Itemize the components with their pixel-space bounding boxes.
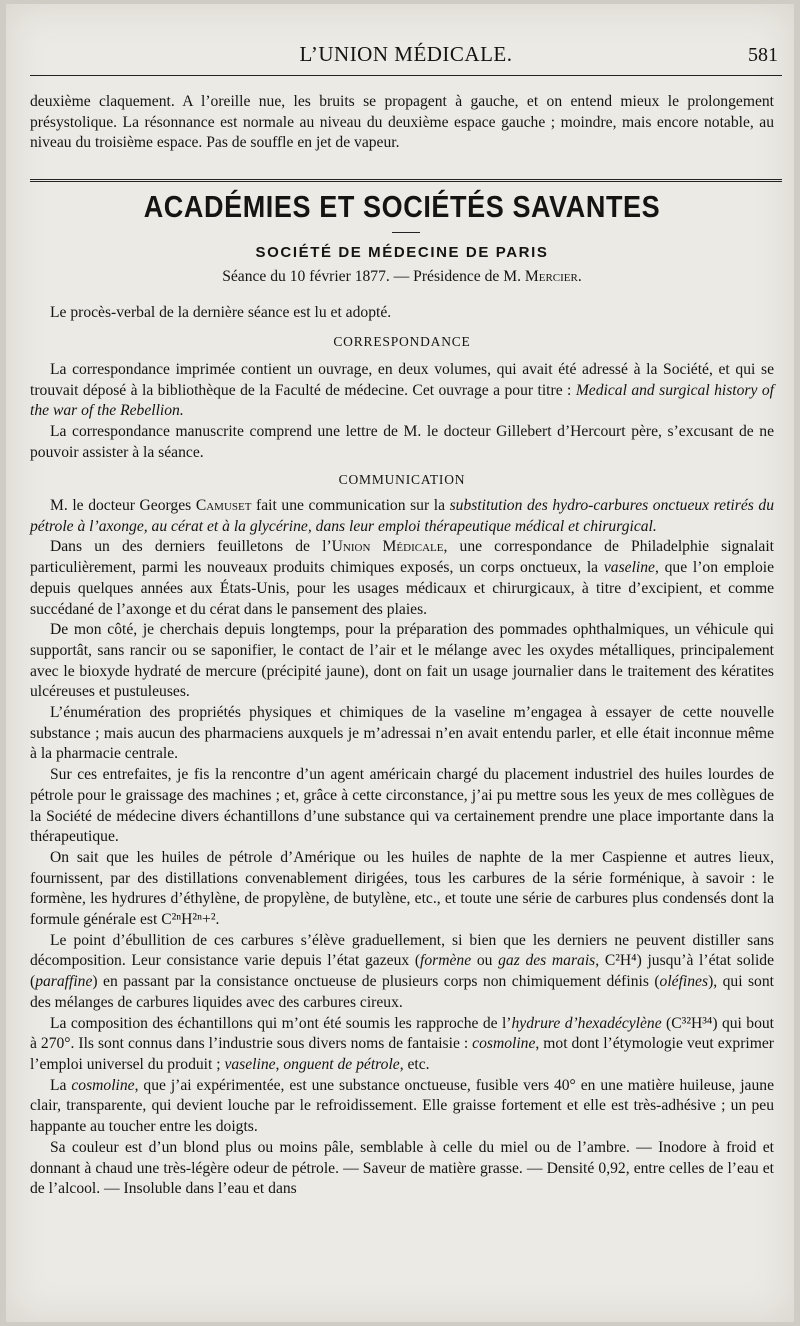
lead-prefix: M. le docteur Georges xyxy=(50,497,196,514)
running-title: L’UNION MÉDICALE. xyxy=(299,42,513,66)
p5-text: On sait que les huiles de pétrole d’Amérique ou les huiles de naphte de la mer Caspienne et autres lieux, fournissent, par des distillations convenablement dirigées, tous les carbures de la série forménique, à savoir : le formène, les hydrures d’éthylène, de propylène, de butylène, etc., et toute une série de carbures plus condensés dont la formule générale est xyxy=(30,848,774,929)
session-line xyxy=(30,268,774,286)
term-olefines: oléfines xyxy=(659,973,709,991)
p1-part-b: , une correspondance de Philadelphie signalait particulièrement, parmi les nouveaux produits chimiques exposés, un corps onctueux, la xyxy=(30,538,774,577)
paragraph-1 xyxy=(30,537,774,620)
journal-page xyxy=(6,4,794,1322)
session-president: Mercier. xyxy=(524,268,582,285)
paragraph-9: Sa couleur est d’un blond plus ou moins pâle, semblable à celle du miel ou de l’ambre. — Inodore à froid et donnant à chaud une très-légère odeur de pétrole. — Saveur de matière grasse. — Densité 0,92, entre celles de l’eau et de l’alcool. — Insoluble dans l’eau et dans xyxy=(30,1138,774,1198)
p8-part-b: , que j’ai expérimentée, est une substance onctueuse, fusible vers 40° en une matière huileuse, jaune clair, transparente, qui devient louche par le refroidissement. Elle graisse fortement et elle est très-adhésive ; un peu happante au toucher entre les doigts. xyxy=(30,1076,774,1136)
section-divider xyxy=(30,179,782,185)
title-ornament-rule xyxy=(392,232,420,233)
term-vaseline: vaseline xyxy=(603,559,655,577)
page-number: 581 xyxy=(748,44,778,66)
term-vaseline-onguent: vaseline, onguent de pétrole xyxy=(224,1055,400,1073)
paragraph-2: De mon côté, je cherchais depuis longtemps, pour la préparation des pommades ophthalmiques, un véhicule qui supportât, sans rancir ou se saponifier, le contact de l’air et le mélange avec les oxydes métalliques, principalement avec le bioxyde hydraté de mercure (précipité jaune), dont on fait un usage journalier dans le traitement des kératites ulcéreuses et pustuleuses. xyxy=(30,621,774,701)
correspondance-body xyxy=(30,360,774,464)
header-rule xyxy=(30,75,782,76)
term-gaz-des-marais: gaz des marais xyxy=(498,952,596,970)
paragraph-7 xyxy=(30,1014,774,1076)
page-header xyxy=(30,42,782,76)
p1-part-c: , que l’on emploie depuis quelques années aux États-Unis, pour les usages médicaux et chirurgicaux, à titre d’excipient, et comme succédané de l’axonge et du cérat dans le pansement des plaies. xyxy=(30,559,774,618)
intro-text: deuxième claquement. A l’oreille nue, les bruits se propagent à gauche, et on entend mieux le prolongement présystolique. La résonnance est normale au niveau du deuxième espace gauche ; moindre, mais encore notable, au niveau du troisième espace. Pas de souffle en jet de vapeur. xyxy=(30,93,774,152)
communication-lead xyxy=(30,496,774,537)
paragraph-5 xyxy=(30,848,774,931)
p7-part-d: , etc. xyxy=(399,1055,430,1073)
lead-middle: fait une communication sur la xyxy=(251,497,450,514)
paragraph-8 xyxy=(30,1076,774,1138)
term-hydrure: hydrure d’hexadécylène xyxy=(511,1014,662,1032)
p6-part-d: ) en passant par la consistance onctueuse de plusieurs corps non chimiquement définis ( xyxy=(92,973,660,991)
communication-heading: COMMUNICATION xyxy=(338,472,466,487)
journal-name: Union Médicale xyxy=(331,538,444,556)
book-title: Medical and surgical history of the war of the Rebellion. xyxy=(30,381,774,420)
p6-part-b: ou xyxy=(471,952,499,970)
p6-part-e: ), qui sont des mélanges de carbures liquides avec des carbures cireux. xyxy=(30,973,774,1011)
proces-verbal xyxy=(30,303,774,324)
paragraph-4: Sur ces entrefaites, je fis la rencontre d’un agent américain chargé du placement industriel des huiles lourdes de pétrole pour le graissage des machines ; et, grâce à cette circonstance, j’ai pu mettre sous les yeux de mes collègues de la Société de médecine divers échantillons d’une substance qui va certainement prendre une place importante dans la thérapeutique. xyxy=(30,766,774,846)
term-cosmoline-2: cosmoline xyxy=(71,1076,135,1094)
p7-part-a: La composition des échantillons qui m’ont été soumis les rapproche de l’ xyxy=(50,1014,512,1032)
correspondance-manuscrite: La correspondance manuscrite comprend une lettre de M. le docteur Gillebert d’Hercourt père, s’excusant de ne pouvoir assister à la séance. xyxy=(30,423,774,461)
p6-part-c: , C²H⁴) jusqu’à l’état solide ( xyxy=(30,952,775,991)
section-title: ACADÉMIES ET SOCIÉTÉS SAVANTES xyxy=(143,190,661,224)
author-name: Camuset xyxy=(195,497,252,514)
correspondance-imprimee-text: La correspondance imprimée contient un ouvrage, en deux volumes, qui avait été adressé à la Société, et qui se trouvait déposé à la bibliothèque de la Faculté de médecine. Cet ouvrage a pour titre : xyxy=(30,361,774,399)
p6-part-a: Le point d’ébullition de ces carbures s’élève graduellement, si bien que les derniers ne peuvent distiller sans décomposition. Leur consistance varie depuis l’état gazeux ( xyxy=(30,931,774,970)
correspondance-imprimee xyxy=(30,360,774,422)
paragraph-6 xyxy=(30,931,774,1014)
p7-part-b: (C³²H³⁴) qui bout à 270°. Ils sont connus dans l’industrie sous divers noms de fantaisie : xyxy=(30,1014,775,1053)
session-prefix: Séance du 10 février 1877. — Présidence de M. xyxy=(222,268,525,285)
term-formene: formène xyxy=(420,952,472,970)
p8-part-a: La xyxy=(50,1076,72,1094)
term-paraffine: paraffine xyxy=(35,973,93,991)
society-heading: SOCIÉTÉ DE MÉDECINE DE PARIS xyxy=(255,244,549,261)
p1-part-a: Dans un des derniers feuilletons de l’ xyxy=(50,538,332,556)
proces-verbal-text: Le procès-verbal de la dernière séance est lu et adopté. xyxy=(50,304,392,321)
paragraph-3: L’énumération des propriétés physiques et chimiques de la vaseline m’engagea à essayer de cette nouvelle substance ; mais aucun des pharmaciens auxquels je m’adressai n’en avait entendu parler, et elle était inconnue même à la pharmacie centrale. xyxy=(30,704,774,763)
correspondance-heading: CORRESPONDANCE xyxy=(333,334,471,349)
communication-body xyxy=(30,496,774,1200)
p7-part-c: , mot dont l’étymologie veut exprimer l’emploi universel du produit ; xyxy=(30,1035,774,1073)
intro-paragraph xyxy=(30,92,774,154)
term-cosmoline: cosmoline xyxy=(472,1035,536,1053)
communication-title: substitution des hydro-carbures onctueux retirés du pétrole à l’axonge, au cérat et à la glycérine, dans leur emploi thérapeutique médical et chirurgical. xyxy=(30,497,774,535)
general-formula: C²ⁿH²ⁿ+². xyxy=(161,911,220,929)
